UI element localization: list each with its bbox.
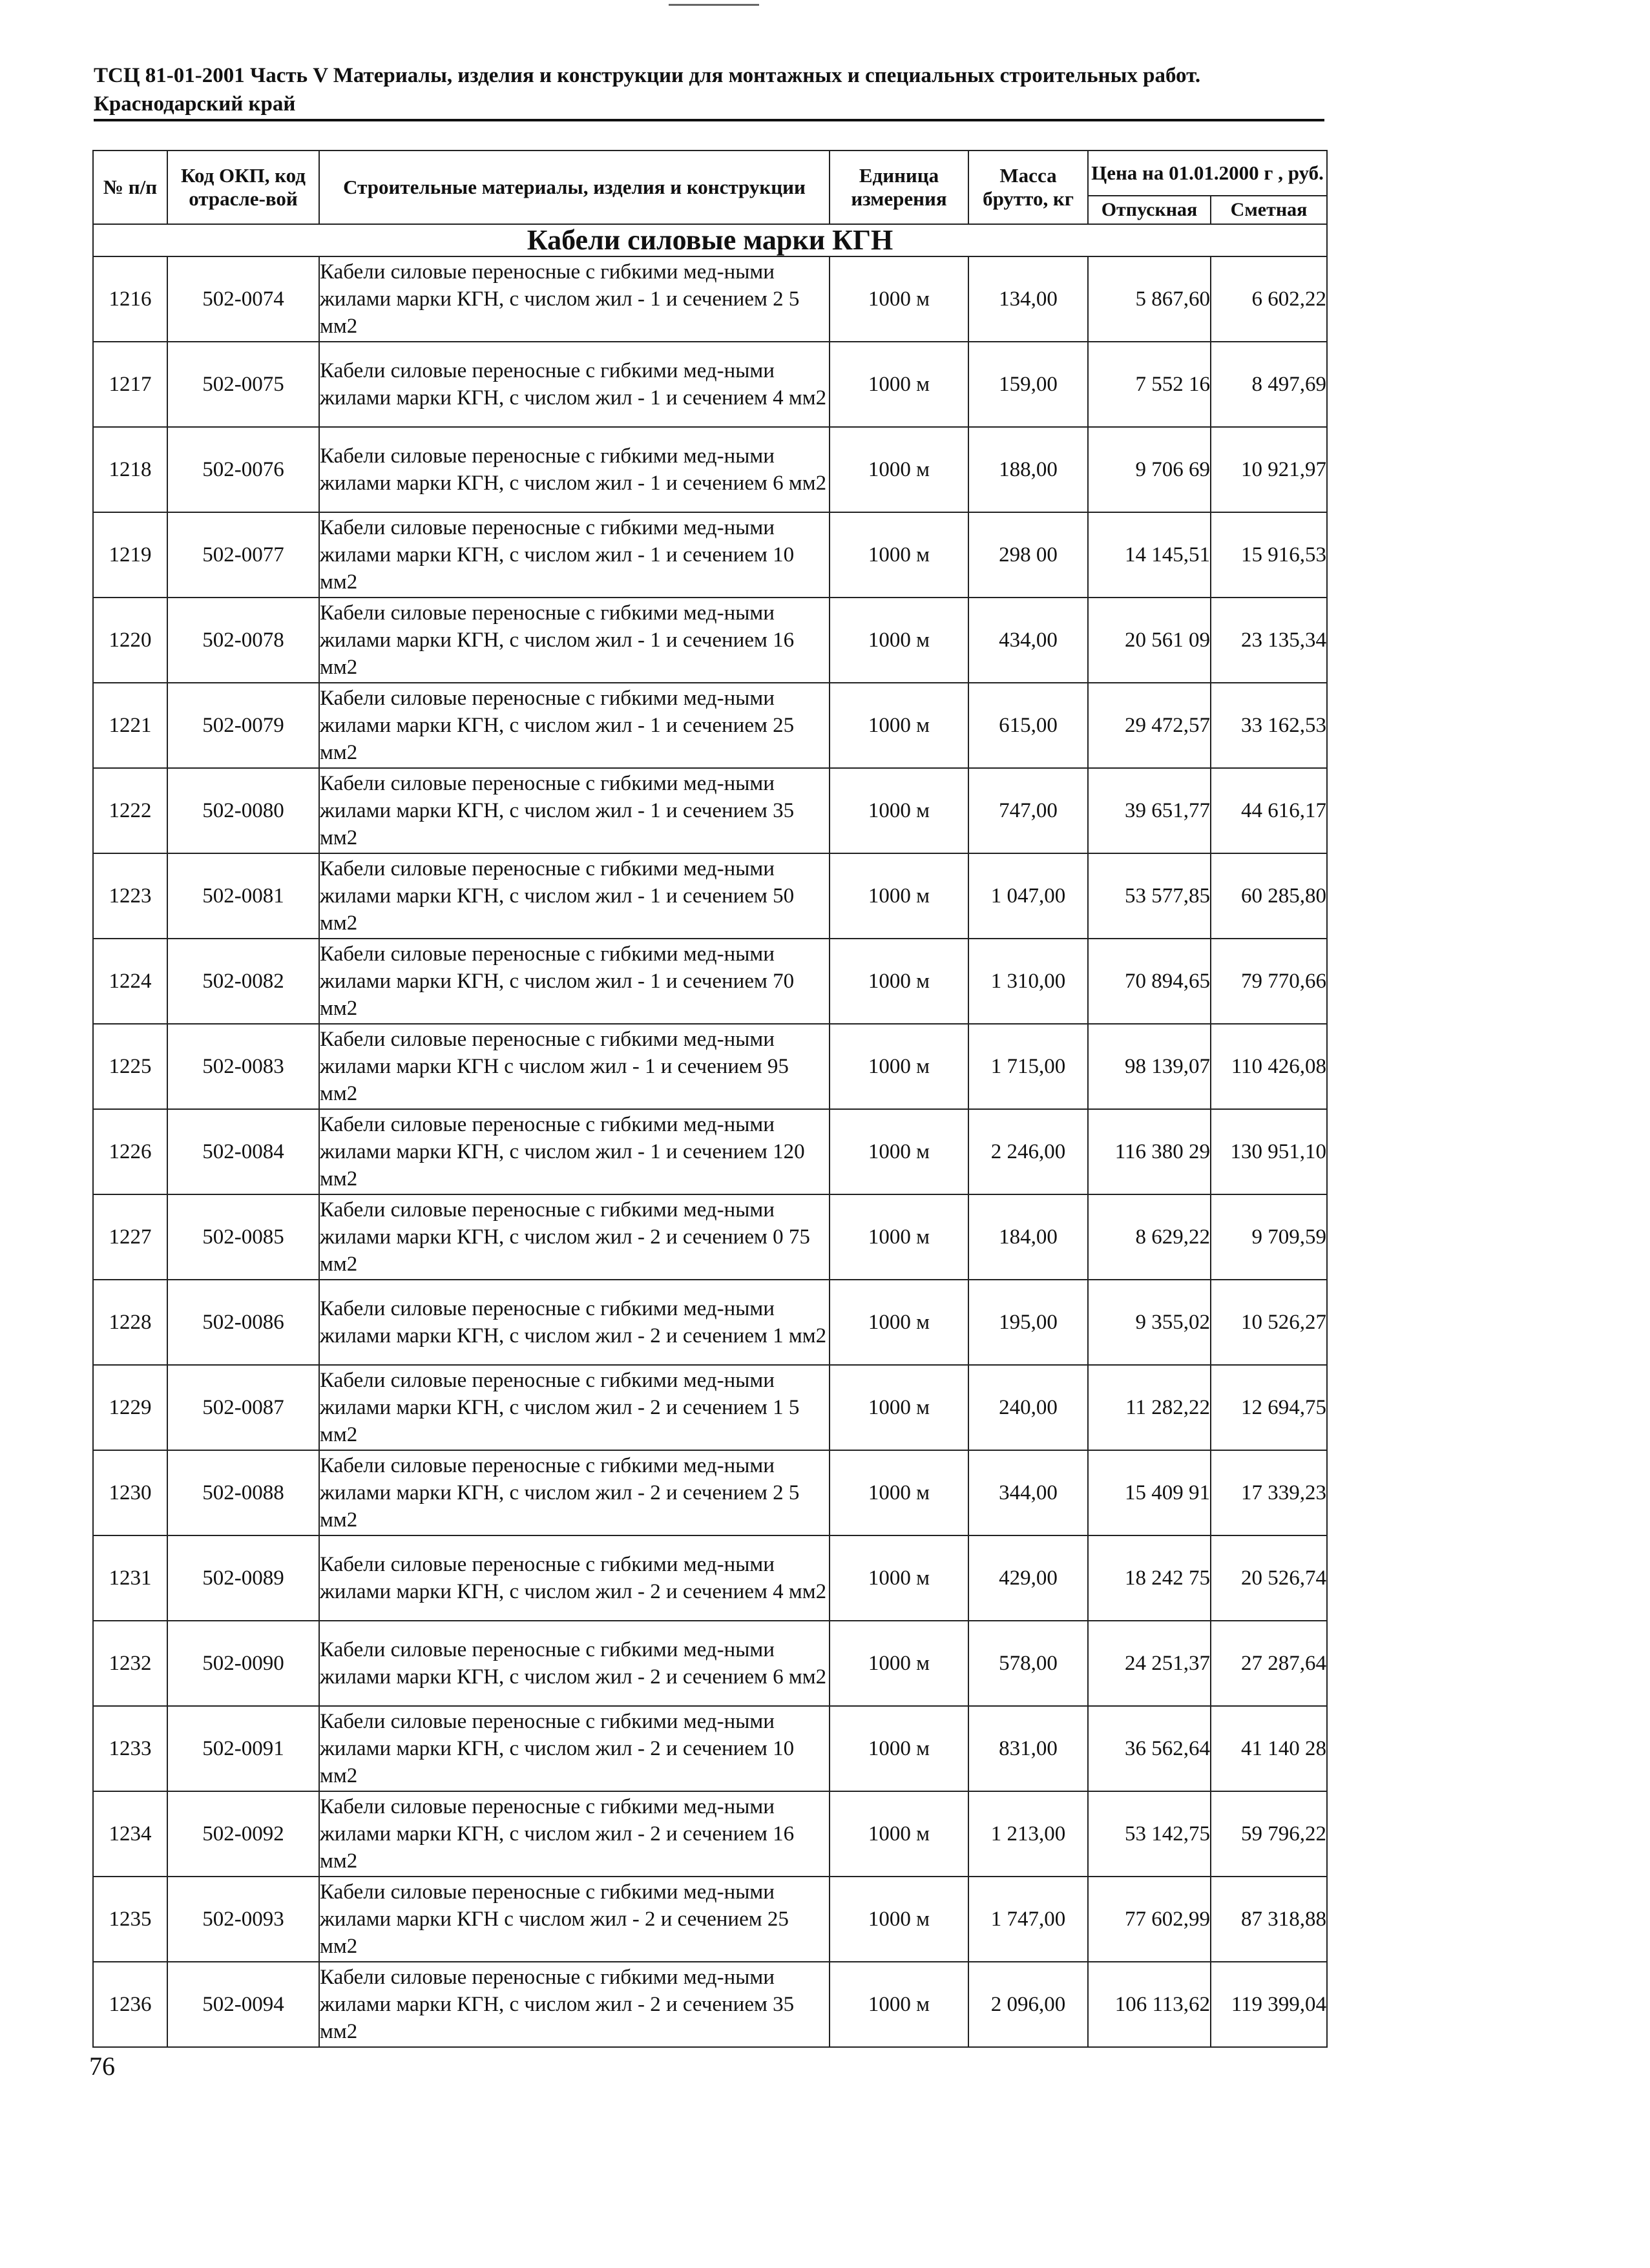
row-mass: 831,00 xyxy=(968,1706,1088,1791)
table-row xyxy=(93,1535,1327,1621)
row-description: Кабели силовые переносные с гибкими мед-ными жилами марки КГН, с числом жил - 2 и сечением 35 мм2 xyxy=(319,1962,830,2047)
table-row xyxy=(93,427,1327,512)
row-price-release: 9 355,02 xyxy=(1088,1280,1211,1365)
table-row xyxy=(93,1621,1327,1706)
row-price-estimate: 17 339,23 xyxy=(1211,1450,1327,1535)
row-code: 502-0085 xyxy=(167,1194,319,1280)
row-number: 1219 xyxy=(93,512,167,598)
row-price-estimate: 44 616,17 xyxy=(1211,768,1327,853)
table-row xyxy=(93,853,1327,939)
row-price-estimate: 110 426,08 xyxy=(1211,1024,1327,1109)
col-header-desc: Строительные материалы, изделия и конструкции xyxy=(319,151,830,224)
row-unit: 1000 м xyxy=(830,1365,968,1450)
row-unit: 1000 м xyxy=(830,427,968,512)
row-code: 502-0093 xyxy=(167,1877,319,1962)
row-number: 1223 xyxy=(93,853,167,939)
row-description: Кабели силовые переносные с гибкими мед-ными жилами марки КГН, с числом жил - 1 и сечением 70 мм2 xyxy=(319,939,830,1024)
row-code: 502-0088 xyxy=(167,1450,319,1535)
row-description: Кабели силовые переносные с гибкими мед-ными жилами марки КГН, с числом жил - 1 и сечением 50 мм2 xyxy=(319,853,830,939)
row-description: Кабели силовые переносные с гибкими мед-ными жилами марки КГН, с числом жил - 2 и сечением 1 5 мм2 xyxy=(319,1365,830,1450)
row-price-release: 11 282,22 xyxy=(1088,1365,1211,1450)
row-mass: 429,00 xyxy=(968,1535,1088,1621)
table-row xyxy=(93,598,1327,683)
price-table xyxy=(92,150,1328,2048)
row-price-estimate: 41 140 28 xyxy=(1211,1706,1327,1791)
row-price-release: 39 651,77 xyxy=(1088,768,1211,853)
table-row xyxy=(93,1791,1327,1877)
row-description: Кабели силовые переносные с гибкими мед-ными жилами марки КГН, с числом жил - 1 и сечением 4 мм2 xyxy=(319,342,830,427)
row-mass: 1 747,00 xyxy=(968,1877,1088,1962)
table-row xyxy=(93,1365,1327,1450)
row-price-estimate: 59 796,22 xyxy=(1211,1791,1327,1877)
row-unit: 1000 м xyxy=(830,939,968,1024)
row-unit: 1000 м xyxy=(830,1450,968,1535)
table-row xyxy=(93,683,1327,768)
row-price-estimate: 87 318,88 xyxy=(1211,1877,1327,1962)
row-code: 502-0092 xyxy=(167,1791,319,1877)
row-number: 1217 xyxy=(93,342,167,427)
row-mass: 1 715,00 xyxy=(968,1024,1088,1109)
row-unit: 1000 м xyxy=(830,512,968,598)
table-row xyxy=(93,1194,1327,1280)
row-mass: 184,00 xyxy=(968,1194,1088,1280)
row-price-release: 53 577,85 xyxy=(1088,853,1211,939)
row-unit: 1000 м xyxy=(830,768,968,853)
table-row xyxy=(93,342,1327,427)
row-description: Кабели силовые переносные с гибкими мед-ными жилами марки КГН, с числом жил - 2 и сечением 0 75 мм2 xyxy=(319,1194,830,1280)
row-unit: 1000 м xyxy=(830,1962,968,2047)
row-description: Кабели силовые переносные с гибкими мед-ными жилами марки КГН, с числом жил - 1 и сечением 6 мм2 xyxy=(319,427,830,512)
row-description: Кабели силовые переносные с гибкими мед-ными жилами марки КГН, с числом жил - 1 и сечением 35 мм2 xyxy=(319,768,830,853)
row-price-release: 77 602,99 xyxy=(1088,1877,1211,1962)
row-code: 502-0082 xyxy=(167,939,319,1024)
col-header-code: Код ОКП, код отрасле-вой xyxy=(167,151,319,224)
page-number: 76 xyxy=(89,2052,115,2081)
row-mass: 578,00 xyxy=(968,1621,1088,1706)
row-unit: 1000 м xyxy=(830,1535,968,1621)
row-number: 1233 xyxy=(93,1706,167,1791)
row-mass: 188,00 xyxy=(968,427,1088,512)
col-header-price-estimate: Сметная xyxy=(1211,196,1327,224)
row-unit: 1000 м xyxy=(830,1280,968,1365)
row-price-release: 5 867,60 xyxy=(1088,256,1211,342)
header-title: ТСЦ 81-01-2001 Часть V Материалы, изделия и конструкции для монтажных и специальных строительных работ. xyxy=(94,64,1201,87)
row-price-release: 24 251,37 xyxy=(1088,1621,1211,1706)
row-number: 1234 xyxy=(93,1791,167,1877)
row-unit: 1000 м xyxy=(830,683,968,768)
row-price-release: 8 629,22 xyxy=(1088,1194,1211,1280)
row-number: 1230 xyxy=(93,1450,167,1535)
row-price-release: 70 894,65 xyxy=(1088,939,1211,1024)
document-header xyxy=(94,61,1321,118)
row-unit: 1000 м xyxy=(830,1791,968,1877)
row-unit: 1000 м xyxy=(830,342,968,427)
row-number: 1222 xyxy=(93,768,167,853)
row-unit: 1000 м xyxy=(830,1194,968,1280)
table-row xyxy=(93,939,1327,1024)
row-unit: 1000 м xyxy=(830,1706,968,1791)
row-description: Кабели силовые переносные с гибкими мед-ными жилами марки КГН, с числом жил - 1 и сечением 120 мм2 xyxy=(319,1109,830,1194)
row-number: 1235 xyxy=(93,1877,167,1962)
row-price-estimate: 8 497,69 xyxy=(1211,342,1327,427)
row-code: 502-0089 xyxy=(167,1535,319,1621)
row-code: 502-0078 xyxy=(167,598,319,683)
row-number: 1221 xyxy=(93,683,167,768)
row-mass: 1 310,00 xyxy=(968,939,1088,1024)
section-title: Кабели силовые марки КГН xyxy=(93,224,1327,256)
header-region: Краснодарский край xyxy=(94,92,296,116)
table-row xyxy=(93,256,1327,342)
table-row xyxy=(93,512,1327,598)
row-mass: 1 047,00 xyxy=(968,853,1088,939)
row-code: 502-0083 xyxy=(167,1024,319,1109)
row-description: Кабели силовые переносные с гибкими мед-ными жилами марки КГН с числом жил - 1 и сечением 95 мм2 xyxy=(319,1024,830,1109)
row-price-estimate: 119 399,04 xyxy=(1211,1962,1327,2047)
row-code: 502-0091 xyxy=(167,1706,319,1791)
row-price-estimate: 130 951,10 xyxy=(1211,1109,1327,1194)
row-number: 1218 xyxy=(93,427,167,512)
row-description: Кабели силовые переносные с гибкими мед-ными жилами марки КГН, с числом жил - 2 и сечением 2 5 мм2 xyxy=(319,1450,830,1535)
row-mass: 159,00 xyxy=(968,342,1088,427)
row-number: 1227 xyxy=(93,1194,167,1280)
row-description: Кабели силовые переносные с гибкими мед-ными жилами марки КГН, с числом жил - 1 и сечением 10 мм2 xyxy=(319,512,830,598)
row-number: 1229 xyxy=(93,1365,167,1450)
row-mass: 1 213,00 xyxy=(968,1791,1088,1877)
row-price-release: 98 139,07 xyxy=(1088,1024,1211,1109)
row-number: 1228 xyxy=(93,1280,167,1365)
table-row xyxy=(93,1877,1327,1962)
row-code: 502-0084 xyxy=(167,1109,319,1194)
row-unit: 1000 м xyxy=(830,1109,968,1194)
row-price-release: 116 380 29 xyxy=(1088,1109,1211,1194)
row-unit: 1000 м xyxy=(830,1877,968,1962)
row-mass: 344,00 xyxy=(968,1450,1088,1535)
row-price-estimate: 6 602,22 xyxy=(1211,256,1327,342)
row-code: 502-0081 xyxy=(167,853,319,939)
row-mass: 134,00 xyxy=(968,256,1088,342)
row-unit: 1000 м xyxy=(830,1621,968,1706)
row-mass: 240,00 xyxy=(968,1365,1088,1450)
row-code: 502-0094 xyxy=(167,1962,319,2047)
row-price-release: 18 242 75 xyxy=(1088,1535,1211,1621)
row-price-release: 53 142,75 xyxy=(1088,1791,1211,1877)
row-description: Кабели силовые переносные с гибкими мед-ными жилами марки КГН, с числом жил - 1 и сечением 2 5 мм2 xyxy=(319,256,830,342)
row-description: Кабели силовые переносные с гибкими мед-ными жилами марки КГН, с числом жил - 2 и сечением 10 мм2 xyxy=(319,1706,830,1791)
row-description: Кабели силовые переносные с гибкими мед-ными жилами марки КГН, с числом жил - 2 и сечением 16 мм2 xyxy=(319,1791,830,1877)
row-price-estimate: 15 916,53 xyxy=(1211,512,1327,598)
row-number: 1220 xyxy=(93,598,167,683)
row-price-release: 7 552 16 xyxy=(1088,342,1211,427)
row-price-estimate: 33 162,53 xyxy=(1211,683,1327,768)
table-row xyxy=(93,1706,1327,1791)
row-description: Кабели силовые переносные с гибкими мед-ными жилами марки КГН, с числом жил - 2 и сечением 1 мм2 xyxy=(319,1280,830,1365)
row-unit: 1000 м xyxy=(830,1024,968,1109)
row-mass: 434,00 xyxy=(968,598,1088,683)
row-unit: 1000 м xyxy=(830,853,968,939)
row-price-release: 9 706 69 xyxy=(1088,427,1211,512)
row-code: 502-0086 xyxy=(167,1280,319,1365)
table-row xyxy=(93,1962,1327,2047)
row-price-release: 36 562,64 xyxy=(1088,1706,1211,1791)
row-mass: 195,00 xyxy=(968,1280,1088,1365)
row-price-estimate: 12 694,75 xyxy=(1211,1365,1327,1450)
table-row xyxy=(93,1450,1327,1535)
row-price-estimate: 10 921,97 xyxy=(1211,427,1327,512)
row-number: 1224 xyxy=(93,939,167,1024)
row-price-release: 15 409 91 xyxy=(1088,1450,1211,1535)
table-row xyxy=(93,1024,1327,1109)
row-code: 502-0077 xyxy=(167,512,319,598)
row-price-estimate: 10 526,27 xyxy=(1211,1280,1327,1365)
col-header-num: № п/п xyxy=(93,151,167,224)
row-mass: 2 096,00 xyxy=(968,1962,1088,2047)
row-number: 1226 xyxy=(93,1109,167,1194)
row-price-release: 106 113,62 xyxy=(1088,1962,1211,2047)
row-code: 502-0076 xyxy=(167,427,319,512)
row-price-estimate: 23 135,34 xyxy=(1211,598,1327,683)
row-mass: 615,00 xyxy=(968,683,1088,768)
row-unit: 1000 м xyxy=(830,598,968,683)
row-number: 1236 xyxy=(93,1962,167,2047)
row-mass: 2 246,00 xyxy=(968,1109,1088,1194)
row-description: Кабели силовые переносные с гибкими мед-ными жилами марки КГН, с числом жил - 2 и сечением 4 мм2 xyxy=(319,1535,830,1621)
row-code: 502-0079 xyxy=(167,683,319,768)
row-mass: 747,00 xyxy=(968,768,1088,853)
top-scan-line xyxy=(669,4,759,6)
row-price-release: 29 472,57 xyxy=(1088,683,1211,768)
row-description: Кабели силовые переносные с гибкими мед-ными жилами марки КГН, с числом жил - 2 и сечением 6 мм2 xyxy=(319,1621,830,1706)
col-header-price-release: Отпускная xyxy=(1088,196,1211,224)
row-price-estimate: 79 770,66 xyxy=(1211,939,1327,1024)
row-code: 502-0080 xyxy=(167,768,319,853)
row-code: 502-0090 xyxy=(167,1621,319,1706)
row-number: 1231 xyxy=(93,1535,167,1621)
row-price-estimate: 27 287,64 xyxy=(1211,1621,1327,1706)
row-description: Кабели силовые переносные с гибкими мед-ными жилами марки КГН с числом жил - 2 и сечением 25 мм2 xyxy=(319,1877,830,1962)
row-price-estimate: 9 709,59 xyxy=(1211,1194,1327,1280)
table-row xyxy=(93,1280,1327,1365)
row-code: 502-0075 xyxy=(167,342,319,427)
col-header-price: Цена на 01.01.2000 г , руб. xyxy=(1088,151,1327,196)
table-row xyxy=(93,768,1327,853)
table-row xyxy=(93,1109,1327,1194)
table-body xyxy=(93,256,1327,2047)
row-price-release: 14 145,51 xyxy=(1088,512,1211,598)
col-header-mass: Масса брутто, кг xyxy=(968,151,1088,224)
header-divider xyxy=(94,119,1324,121)
row-price-estimate: 60 285,80 xyxy=(1211,853,1327,939)
row-unit: 1000 м xyxy=(830,256,968,342)
row-description: Кабели силовые переносные с гибкими мед-ными жилами марки КГН, с числом жил - 1 и сечением 25 мм2 xyxy=(319,683,830,768)
row-mass: 298 00 xyxy=(968,512,1088,598)
row-number: 1225 xyxy=(93,1024,167,1109)
row-price-estimate: 20 526,74 xyxy=(1211,1535,1327,1621)
row-description: Кабели силовые переносные с гибкими мед-ными жилами марки КГН, с числом жил - 1 и сечением 16 мм2 xyxy=(319,598,830,683)
row-code: 502-0074 xyxy=(167,256,319,342)
row-price-release: 20 561 09 xyxy=(1088,598,1211,683)
col-header-unit: Единица измерения xyxy=(830,151,968,224)
row-number: 1216 xyxy=(93,256,167,342)
row-number: 1232 xyxy=(93,1621,167,1706)
row-code: 502-0087 xyxy=(167,1365,319,1450)
